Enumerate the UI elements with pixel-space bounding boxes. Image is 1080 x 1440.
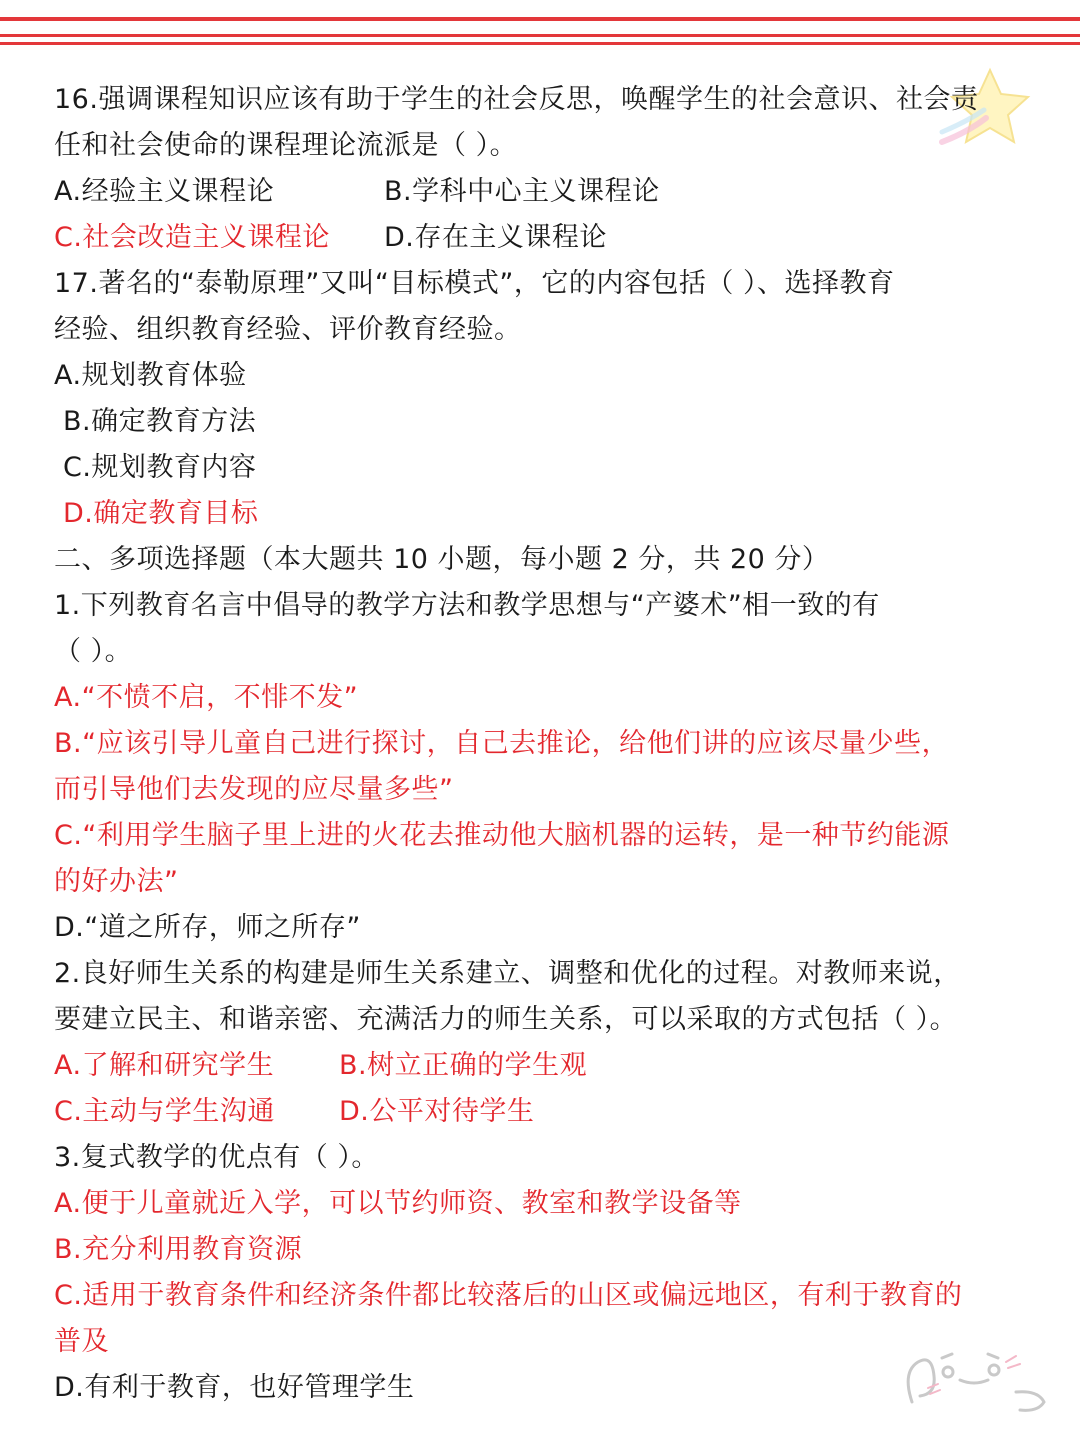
exam-content <box>54 77 1034 1411</box>
header-red-rule-top <box>0 17 1080 21</box>
multi-question-3-option-a-answer: A.便于儿童就近入学，可以节约师资、教室和教学设备等 <box>54 1188 742 1219</box>
multi-question-1-option-a-answer: A.“不愤不启，不悱不发” <box>54 682 359 713</box>
multi-question-3-text: 3.复式教学的优点有（ ）。 <box>54 1142 379 1173</box>
multi-question-2-options-row-2 <box>54 1089 1034 1135</box>
question-16-option-d: D.存在主义课程论 <box>384 222 607 253</box>
multi-question-2-option-a-answer: A.了解和研究学生 <box>54 1050 275 1081</box>
question-16-option-a: A.经验主义课程论 <box>54 176 275 207</box>
multi-question-3-option-c-answer-line-2: 普及 <box>54 1326 109 1357</box>
multi-question-2-text-line-2: 要建立民主、和谐亲密、充满活力的师生关系，可以采取的方式包括（ ）。 <box>54 1004 958 1035</box>
question-16-option-c-answer: C.社会改造主义课程论 <box>54 222 330 253</box>
multi-question-2-text-line-1: 2.良好师生关系的构建是师生关系建立、调整和优化的过程。对教师来说， <box>54 958 961 989</box>
multi-question-2-option-d-answer: D.公平对待学生 <box>339 1096 535 1127</box>
question-16-options-row-1 <box>54 169 1034 215</box>
question-17-option-d-answer: D.确定教育目标 <box>63 498 259 529</box>
multi-question-1-option-c-answer-line-1: C.“利用学生脑子里上进的火花去推动他大脑机器的运转，是一种节约能源 <box>54 820 950 851</box>
multi-question-1-option-b-answer-line-2: 而引导他们去发现的应尽量多些” <box>54 774 454 805</box>
multi-question-1-text-line-1: 1.下列教育名言中倡导的教学方法和教学思想与“产婆术”相一致的有 <box>54 590 880 621</box>
question-17-text-line-1: 17.著名的“泰勒原理”又叫“目标模式”，它的内容包括（ ）、选择教育 <box>54 268 895 299</box>
section-heading-multiple-choice: 二、多项选择题（本大题共 10 小题，每小题 2 分，共 20 分） <box>54 544 830 575</box>
question-17-option-c: C.规划教育内容 <box>63 452 257 483</box>
multi-question-1-text-line-2: （ ）。 <box>54 636 133 667</box>
question-17-option-b: B.确定教育方法 <box>63 406 257 437</box>
multi-question-1-option-b-answer-line-1: B.“应该引导儿童自己进行探讨，自己去推论，给他们讲的应该尽量少些， <box>54 728 950 759</box>
multi-question-2-option-b-answer: B.树立正确的学生观 <box>339 1050 588 1081</box>
question-16-options-row-2 <box>54 215 1034 261</box>
question-17-text-line-2: 经验、组织教育经验、评价教育经验。 <box>54 314 522 345</box>
multi-question-3-option-d: D.有利于教育，也好管理学生 <box>54 1372 415 1403</box>
multi-question-3-option-c-answer-line-1: C.适用于教育条件和经济条件都比较落后的山区或偏远地区，有利于教育的 <box>54 1280 963 1311</box>
question-16-text-line-1: 16.强调课程知识应该有助于学生的社会反思，唤醒学生的社会意识、社会责 <box>54 84 979 115</box>
multi-question-2-options-row-1 <box>54 1043 1034 1089</box>
multi-question-1-option-c-answer-line-2: 的好办法” <box>54 866 179 897</box>
header-red-rule-bottom <box>0 42 1080 45</box>
multi-question-2-option-c-answer: C.主动与学生沟通 <box>54 1096 275 1127</box>
header-red-rule-middle <box>0 34 1080 37</box>
cute-face-doodle-icon <box>898 1332 1058 1422</box>
multi-question-3-option-b-answer: B.充分利用教育资源 <box>54 1234 303 1265</box>
question-16-option-b: B.学科中心主义课程论 <box>384 176 660 207</box>
multi-question-1-option-d: D.“道之所存，师之所存” <box>54 912 361 943</box>
question-17-option-a: A.规划教育体验 <box>54 360 247 391</box>
question-16-text-line-2: 任和社会使命的课程理论流派是（ ）。 <box>54 130 518 161</box>
